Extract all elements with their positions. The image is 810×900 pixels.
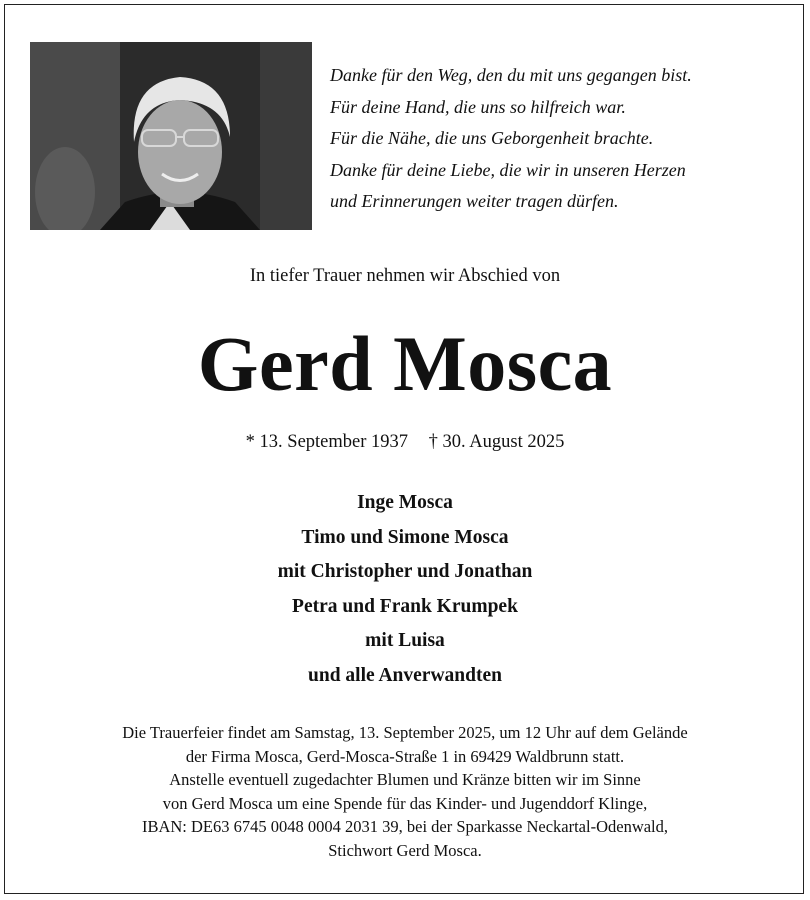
funeral-notice bbox=[0, 721, 810, 862]
mourner-line: Inge Mosca bbox=[357, 492, 453, 513]
mourners-list bbox=[0, 486, 810, 693]
birth-date: * 13. September 1937 bbox=[245, 432, 409, 452]
notice-line: der Firma Mosca, Gerd-Mosca-Straße 1 in 69429 Waldbrunn statt. bbox=[185, 746, 625, 766]
life-dates bbox=[0, 432, 810, 453]
poem-line: Danke für deine Liebe, die wir in unseren Herzen bbox=[330, 159, 686, 180]
mourner-line: und alle Anverwandten bbox=[308, 664, 502, 686]
mourner-line: mit Luisa bbox=[365, 630, 445, 651]
death-date: † 30. August 2025 bbox=[428, 432, 565, 452]
poem-line: Für die Nähe, die uns Geborgenheit brachte. bbox=[330, 128, 654, 148]
notice-line: Stichwort Gerd Mosca. bbox=[328, 840, 482, 860]
mourner-line: Timo und Simone Mosca bbox=[301, 526, 509, 548]
deceased-name: Gerd Mosca bbox=[197, 320, 613, 407]
poem-line: und Erinnerungen weiter tragen dürfen. bbox=[330, 191, 619, 211]
poem-line: Für deine Hand, die uns so hilfreich war. bbox=[330, 96, 626, 117]
notice-line: IBAN: DE63 6745 0048 0004 2031 39, bei der Sparkasse Neckartal-Odenwald, bbox=[141, 817, 669, 836]
poem-line: Danke für den Weg, den du mit uns gegangen bist. bbox=[330, 65, 692, 85]
notice-line: Anstelle eventuell zugedachter Blumen und Kränze bitten wir im Sinne bbox=[169, 770, 641, 789]
mourner-line: Petra und Frank Krumpek bbox=[292, 595, 518, 617]
intro-text: In tiefer Trauer nehmen wir Abschied von bbox=[249, 266, 561, 286]
mourner-line: mit Christopher und Jonathan bbox=[277, 561, 533, 582]
notice-line: von Gerd Mosca um eine Spende für das Kinder- und Jugenddorf Klinge, bbox=[162, 793, 648, 813]
portrait-photo bbox=[30, 42, 312, 230]
notice-line: Die Trauerfeier findet am Samstag, 13. September 2025, um 12 Uhr auf dem Gelände bbox=[122, 723, 688, 742]
poem-verse bbox=[330, 60, 780, 218]
portrait-illustration bbox=[30, 42, 312, 230]
